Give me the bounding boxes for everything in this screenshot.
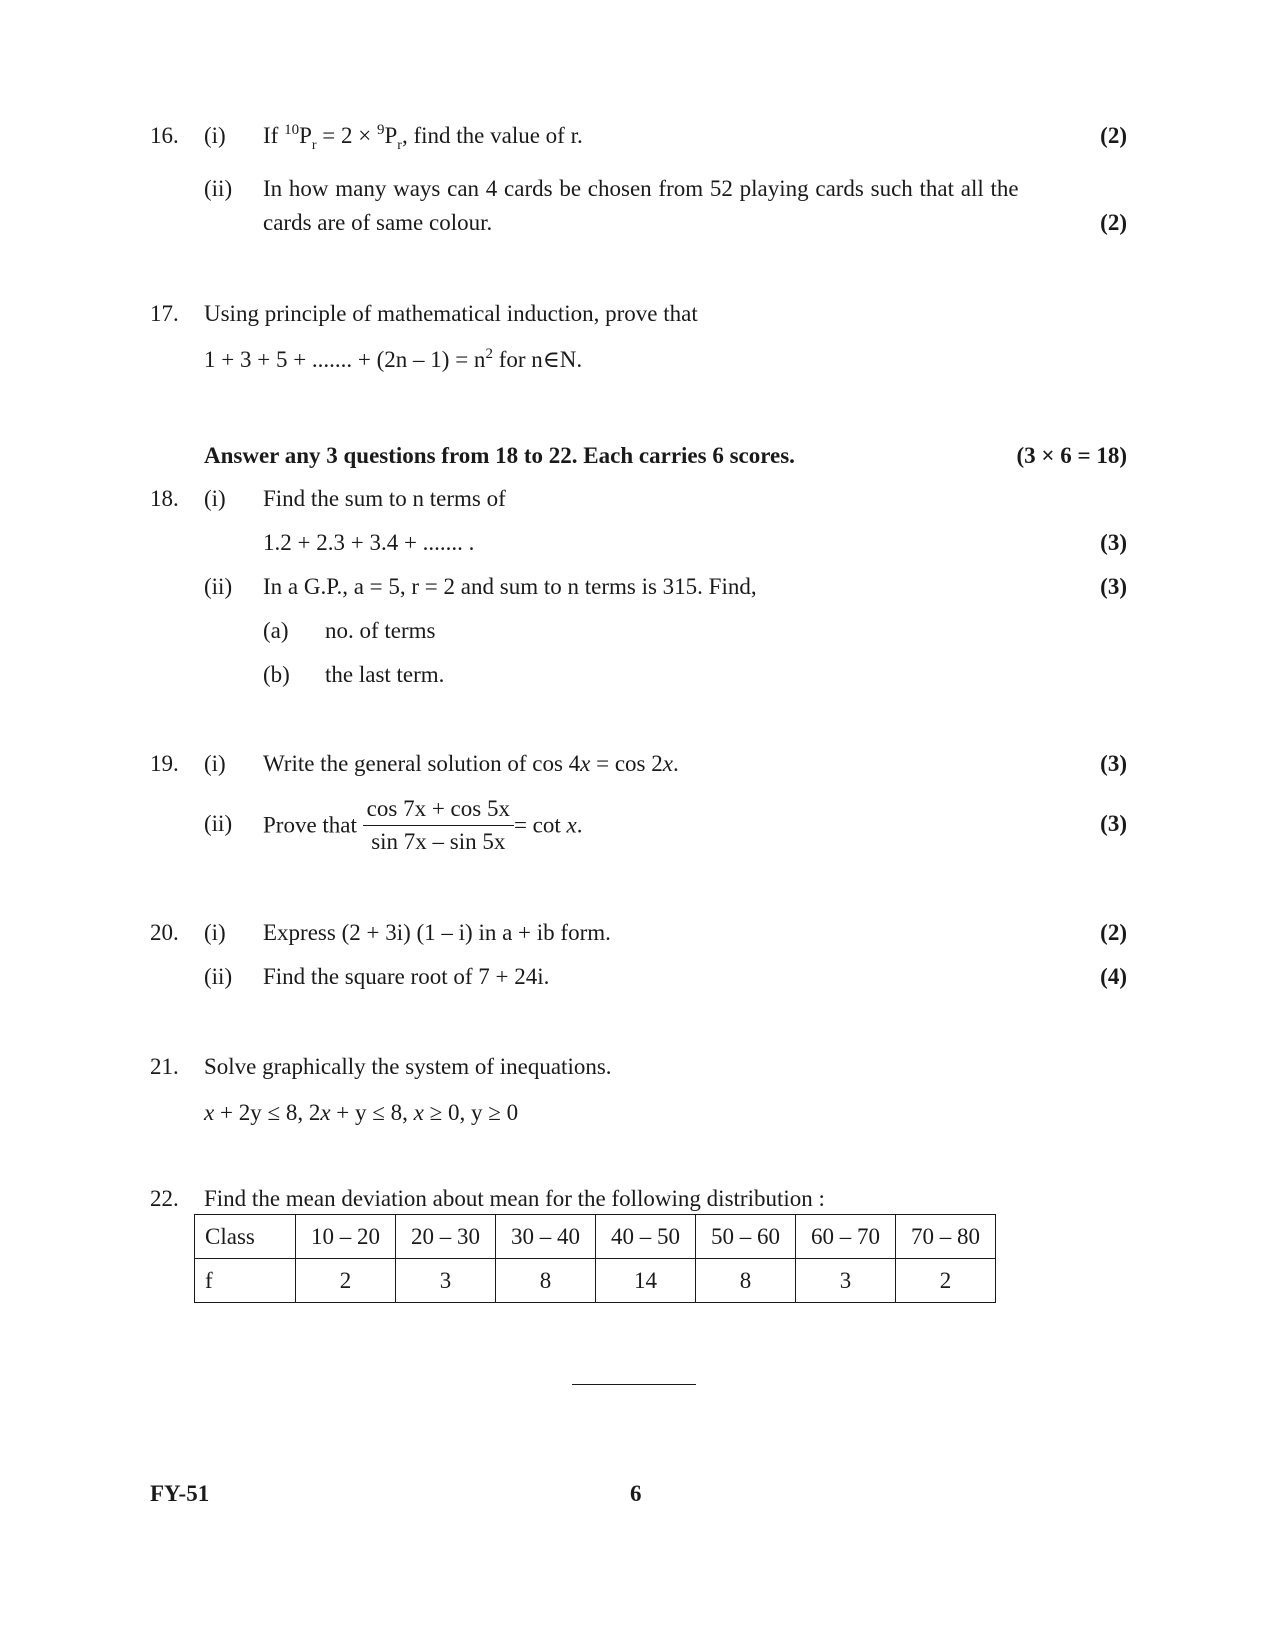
section-instruction: Answer any 3 questions from 18 to 22. Each carries 6 scores.: [204, 443, 795, 468]
class-interval-cell: 70 – 80: [896, 1215, 996, 1259]
class-interval-cell: 30 – 40: [496, 1215, 596, 1259]
q20-part-i-label: (i): [204, 920, 226, 945]
q19-fraction-denominator: sin 7x – sin 5x: [371, 829, 506, 854]
q16-part-ii-line2: cards are of same colour.: [263, 210, 493, 235]
distribution-table: [194, 1214, 996, 1303]
q17-line1: Using principle of mathematical induction, prove that: [204, 301, 698, 326]
q18-part-ii-text: In a G.P., a = 5, r = 2 and sum to n terms is 315. Find,: [263, 574, 757, 599]
frequency-cell: 3: [796, 1259, 896, 1303]
class-interval-cell: 50 – 60: [696, 1215, 796, 1259]
class-interval-cell: 40 – 50: [596, 1215, 696, 1259]
question-number-16: 16.: [150, 123, 179, 148]
class-interval-cell: 10 – 20: [296, 1215, 396, 1259]
q19-part-i-marks: (3): [1100, 751, 1127, 776]
q19-part-i-label: (i): [204, 751, 226, 776]
q19-part-ii-marks: (3): [1100, 811, 1127, 836]
frequency-cell: 3: [396, 1259, 496, 1303]
q18-part-ii-a-label: (a): [263, 618, 289, 643]
question-number-20: 20.: [150, 920, 179, 945]
q20-part-ii-marks: (4): [1100, 964, 1127, 989]
class-interval-cell: 20 – 30: [396, 1215, 496, 1259]
q20-part-i-marks: (2): [1100, 920, 1127, 945]
q18-part-ii-label: (ii): [204, 574, 233, 599]
question-number-19: 19.: [150, 751, 179, 776]
q18-part-i-marks: (3): [1100, 530, 1127, 555]
section-marks: (3 × 6 = 18): [1016, 443, 1127, 468]
table-row: [195, 1259, 996, 1303]
q18-part-ii-b-label: (b): [263, 662, 290, 687]
q16-part-i-label: (i): [204, 123, 226, 148]
q18-part-ii-a-text: no. of terms: [325, 618, 436, 643]
question-number-17: 17.: [150, 301, 179, 326]
frequency-cell: 8: [496, 1259, 596, 1303]
q20-part-ii-label: (ii): [204, 964, 233, 989]
q19-fraction: [363, 795, 514, 856]
q18-part-i-line1: Find the sum to n terms of: [263, 486, 506, 511]
q17-line2: 1 + 3 + 5 + ....... + $(2n - 1) = n^2$ for n∈N.: [204, 346, 583, 372]
paper-code: FY-51: [150, 1481, 210, 1506]
q16-part-i-marks: (2): [1100, 123, 1127, 148]
question-number-21: 21.: [150, 1054, 179, 1079]
q18-part-ii-marks: (3): [1100, 574, 1127, 599]
question-number-18: 18.: [150, 486, 179, 511]
frequency-cell: 2: [296, 1259, 396, 1303]
frequency-cell: 8: [696, 1259, 796, 1303]
table-row: [195, 1215, 996, 1259]
q21-inequations: x + 2y ≤ 8, 2x + y ≤ 8, x ≥ 0, y ≥ 0: [204, 1100, 519, 1125]
end-divider: [572, 1384, 696, 1385]
q22-text: Find the mean deviation about mean for the following distribution :: [204, 1186, 825, 1211]
q19-part-i-text: Write the general solution of cos 4x = cos 2x.: [263, 751, 679, 776]
q18-part-ii-b-text: the last term.: [325, 662, 445, 687]
q18-part-i-line2: 1.2 + 2.3 + 3.4 + ....... .: [263, 530, 475, 555]
q20-part-ii-text: Find the square root of 7 + 24i.: [263, 964, 550, 989]
q19-part-ii-label: (ii): [204, 811, 233, 836]
question-number-22: 22.: [150, 1186, 179, 1211]
q21-line1: Solve graphically the system of inequations.: [204, 1054, 612, 1079]
q16-part-ii-label: (ii): [204, 176, 233, 201]
q20-part-i-text: Express (2 + 3i) (1 – i) in a + ib form.: [263, 920, 611, 945]
q16-part-ii-marks: (2): [1100, 210, 1127, 235]
q18-part-i-label: (i): [204, 486, 226, 511]
frequency-cell: 14: [596, 1259, 696, 1303]
table-row-label-frequency: f: [195, 1259, 296, 1303]
table-row-label-class: Class: [195, 1215, 296, 1259]
q16-part-i-text: If $^{10}P_r = 2 \times ^9P_r$, find the value of r.: [263, 122, 583, 153]
q19-part-ii-text: Prove that $\frac{\cos 7x + \cos 5x}{\sin 7x - \sin 5x}$ = cot x.: [263, 796, 583, 854]
frequency-cell: 2: [896, 1259, 996, 1303]
q16-part-ii-line1: In how many ways can 4 cards be chosen from 52 playing cards such that all the: [263, 176, 1019, 201]
q19-fraction-numerator: cos 7x + cos 5x: [363, 795, 514, 826]
page-number: 6: [630, 1481, 642, 1506]
class-interval-cell: 60 – 70: [796, 1215, 896, 1259]
